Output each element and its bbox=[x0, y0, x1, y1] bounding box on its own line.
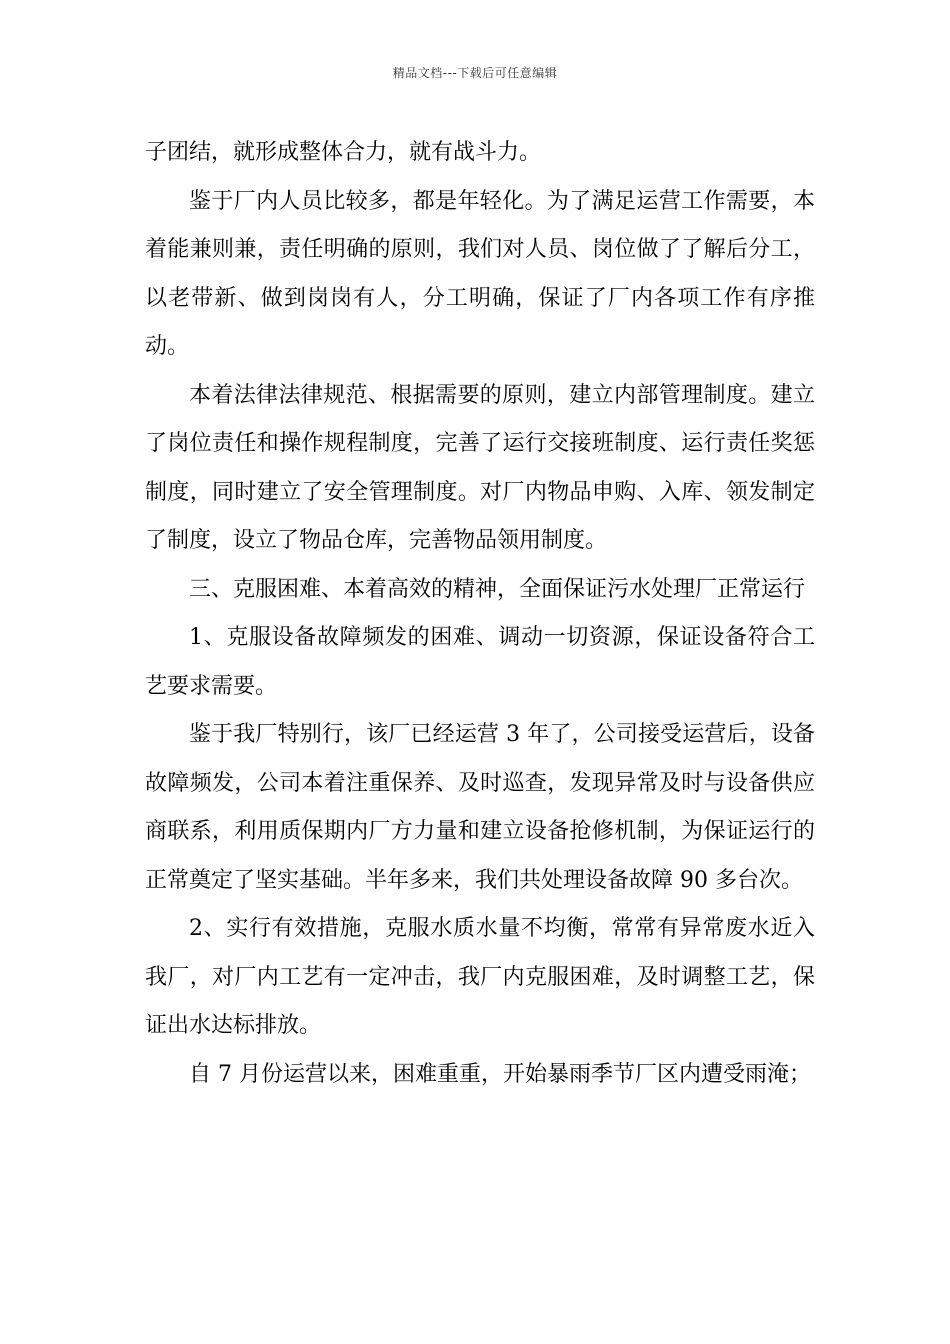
page-header: 精品文档---下载后可任意编辑 bbox=[392, 66, 558, 80]
paragraph: 2、实行有效措施，克服水质水量不均衡，常常有异常废水近入我厂，对厂内工艺有一定冲击，我厂内克服困难，及时调整工艺，保证出水达标排放。 bbox=[145, 916, 815, 1038]
paragraph: 自 7 月份运营以来，困难重重，开始暴雨季节厂区内遭受雨淹； bbox=[189, 1061, 811, 1087]
paragraph: 子团结，就形成整体合力，就有战斗力。 bbox=[145, 140, 542, 165]
document-body bbox=[145, 129, 815, 1099]
paragraph: 鉴于我厂特别行，该厂已经运营 3 年了，公司接受运营后，设备故障频发，公司本着注重保养、及时巡查，发现异常及时与设备供应商联系，利用质保期内厂方力量和建立设备抢修机制，为保证运行的正常奠定了坚实基础。半年多来，我们共处理设备故障 90 多台次。 bbox=[145, 722, 815, 893]
section-heading: 三、克服困难、本着高效的精神，全面保证污水处理厂正常运行 bbox=[189, 576, 806, 602]
paragraph: 鉴于厂内人员比较多，都是年轻化。为了满足运营工作需要，本着能兼则兼，责任明确的原则，我们对人员、岗位做了了解后分工，以老带新、做到岗岗有人，分工明确，保证了厂内各项工作有序推动。 bbox=[145, 188, 815, 359]
paragraph: 1、克服设备故障频发的困难、调动一切资源，保证设备符合工艺要求需要。 bbox=[145, 625, 815, 699]
paragraph: 本着法律法律规范、根据需要的原则，建立内部管理制度。建立了岗位责任和操作规程制度，完善了运行交接班制度、运行责任奖惩制度，同时建立了安全管理制度。对厂内物品申购、入库、领发制定了制度，设立了物品仓库，完善物品领用制度。 bbox=[145, 382, 815, 553]
